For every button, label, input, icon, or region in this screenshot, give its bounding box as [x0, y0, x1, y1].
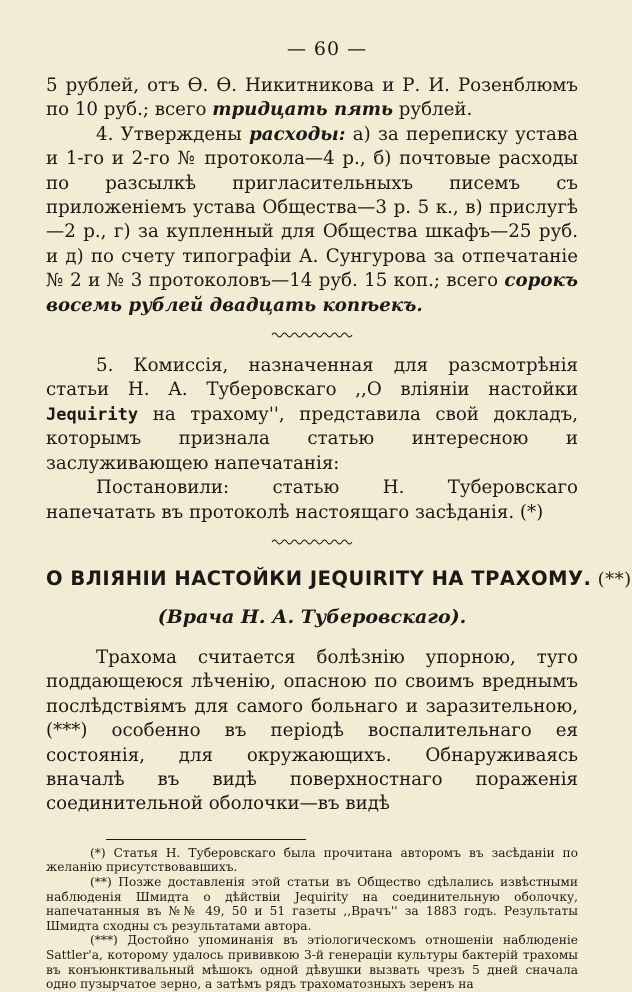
- paragraph-expenses: [46, 123, 578, 318]
- text-span: 5 рублей, отъ Ѳ. Ѳ. Никитникова и Р. И. Розенблюмъ по 10 руб.; всего: [46, 75, 578, 121]
- italic-term: расходы:: [249, 123, 346, 145]
- text-span: а) за переписку устава и 1-го и 2-го № протокола—4 р., б) почтовые расходы по разсылкѣ пригласительныхъ писемъ съ приложеніемъ устава Общества—3 р. 5 к., в) прислугѣ—2 р., г) за купленный для Общества шкафъ—25 руб. и д) по счету типографіи А. Сунгурова за отпечатаніе № 2 и № 3 протоколовъ—14 руб. 15 коп.; всего: [46, 123, 578, 292]
- article-body: Трахома считается болѣзнію упорною, туго поддающеюся лѣченію, опасною по своимъ вреднымъ послѣдствіямъ для самого больнаго и заразительною, (***) особенно въ періодѣ воспалительнаго ея состоянія, для окружающихъ. Обнаруживаясь вначалѣ въ видѣ поверхностнаго пораженія соединительной оболочки—въ видѣ: [46, 646, 578, 815]
- text-span: рублей.: [392, 99, 473, 121]
- text-span: 5. Комиссія, назначенная для разсмотрѣнія статьи Н. А. Туберовскаго ,,О вліяніи настойки: [46, 355, 578, 401]
- footnote-2: (**) Позже доставленія этой статьи въ Общество сдѣлались извѣстными наблюденія Шмидта о дѣйствіи Jequirity на соединительную оболочку, напечатанныя въ №№ 49, 50 и 51 газеты ,,Врачъ'' за 1883 годъ. Результаты Шмидта сходны съ результатами автора.: [46, 874, 578, 933]
- italic-amount: тридцать пять: [212, 99, 393, 121]
- article-author: (Врача Н. А. Туберовскаго).: [157, 605, 467, 628]
- latin-term: Jequirity: [46, 404, 139, 425]
- text-span: на трахому'', представила свой докладъ, которымъ признала статью интересною и заслуживающею напечатанія:: [46, 403, 578, 474]
- text-span: 4. Утверждены: [96, 123, 250, 145]
- footnote-3: (***) Достойно упоминанія въ этіологическомъ отношеніи наблюденіе Sattler'а, которому удалось прививкою 3-й генераціи культуры бактерій трахомы въ конъюнктивальный мѣшокъ одной дѣвушки вызвать чрезъ 5 дней сначала одно пузырчатое зерно, а затѣмъ рядъ трахоматозныхъ зеренъ на: [46, 933, 578, 992]
- paragraph-donations: [46, 74, 578, 123]
- ornament-divider: [272, 330, 352, 340]
- footnote-rule: [106, 839, 306, 840]
- title-text: О ВЛІЯНІИ НАСТОЙКИ JEQUIRITY НА ТРАХОМУ.: [46, 566, 592, 590]
- title-footnote-mark: (**): [591, 568, 632, 590]
- ornament-divider: [272, 537, 352, 547]
- article-title: [46, 566, 632, 590]
- paragraph-resolution: Постановили: статью Н. Туберовскаго напечатать въ протоколѣ настоящаго засѣданія. (*): [46, 477, 578, 523]
- italic-total: сорокъ восемь рублей двадцать копѣекъ.: [46, 270, 578, 316]
- footnote-1: (*) Статья Н. Туберовскаго была прочитана авторомъ въ засѣданіи по желанію присутствовавшихъ.: [46, 845, 578, 875]
- paragraph-commission: [46, 354, 578, 476]
- page-number: — 60 —: [286, 38, 368, 60]
